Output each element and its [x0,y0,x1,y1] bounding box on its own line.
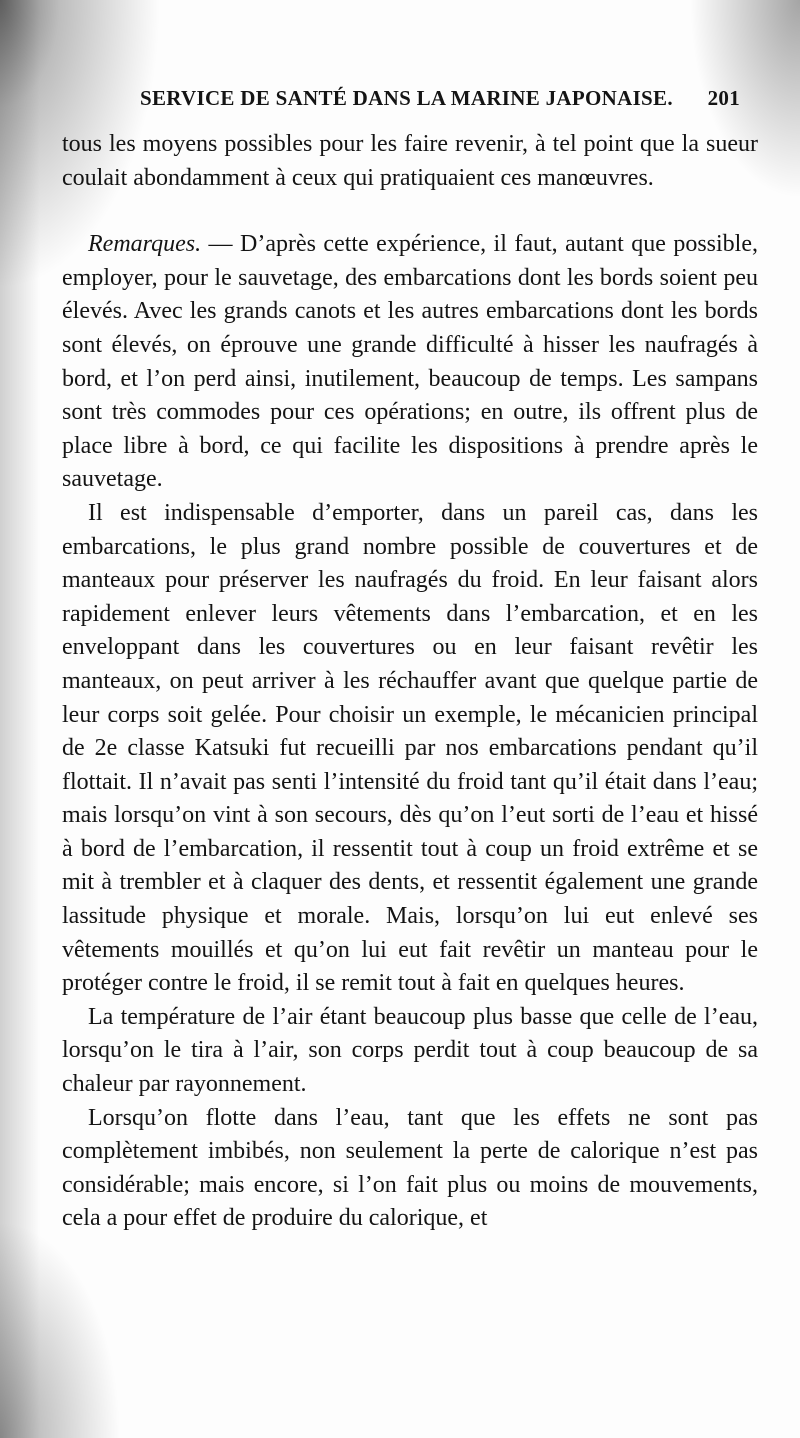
paragraph-text: La température de l’air étant beaucoup plus basse que celle de l’eau, lorsqu’on le tira à l’air, son corps perdit tout à coup beaucoup de sa chaleur par rayonnement. [62,1003,758,1098]
paragraph [62,497,758,1001]
paragraph [62,1102,758,1236]
running-header [140,86,740,116]
page-body [62,128,758,1236]
paragraph-text: — D’après cette expérience, il faut, autant que possible, employer, pour le sauvetage, des embarcations dont les bords soient peu élevés. Avec les grands canots et les autres embarcations dont les bords sont élevés, on éprouve une grande difficulté à hisser les naufragés à bord, et l’on perd ainsi, inutilement, beaucoup de temps. Les sampans sont très commodes pour ces opérations; en outre, ils offrent plus de place libre à bord, ce qui facilite les dispositions à prendre après le sauvetage. [62,231,758,493]
paragraph-text: tous les moyens possibles pour les faire revenir, à tel point que la sueur coulait abondamment à ceux qui pratiquaient ces manœuvres. [62,131,758,191]
paragraph [62,1001,758,1102]
running-title: SERVICE DE SANTÉ DANS LA MARINE JAPONAISE. [140,86,673,110]
paragraph-text: Lorsqu’on flotte dans l’eau, tant que les effets ne sont pas complètement imbibés, non seulement la perte de calorique n’est pas considérable; mais encore, si l’on fait plus ou moins de mouvements, cela a pour effet de produire du calorique, et [62,1104,758,1232]
page-number: 201 [707,86,740,110]
paragraph-text: Il est indispensable d’emporter, dans un pareil cas, dans les embarcations, le plus grand nombre possible de couvertures et de manteaux pour préserver les naufragés du froid. En leur faisant alors rapidement enlever leurs vêtements dans l’embarcation, et en les enveloppant dans les couvertures ou en leur faisant revêtir les manteaux, on peut arriver à les réchauffer avant que quelque partie de leur corps soit gelée. Pour choisir un exemple, le mécanicien principal de 2e classe Katsuki fut recueilli par nos embarcations pendant qu’il flottait. Il n’avait pas senti l’intensité du froid tant qu’il était dans l’eau; mais lorsqu’on vint à son secours, dès qu’on l’eut sorti de l’eau et hissé à bord de l’embarcation, il ressentit tout à coup un froid extrême et se mit à trembler et à claquer des dents, et ressentit également une grande lassitude physique et morale. Mais, lorsqu’on lui eut enlevé ses vêtements mouillés et qu’on lui eut fait revêtir un manteau pour le protéger contre le froid, il se remit tout à fait en quelques heures. [62,499,758,997]
paragraph-remarques [62,228,758,497]
paragraph-lead: Remarques. [88,231,202,258]
paragraph-continuation [62,128,758,195]
